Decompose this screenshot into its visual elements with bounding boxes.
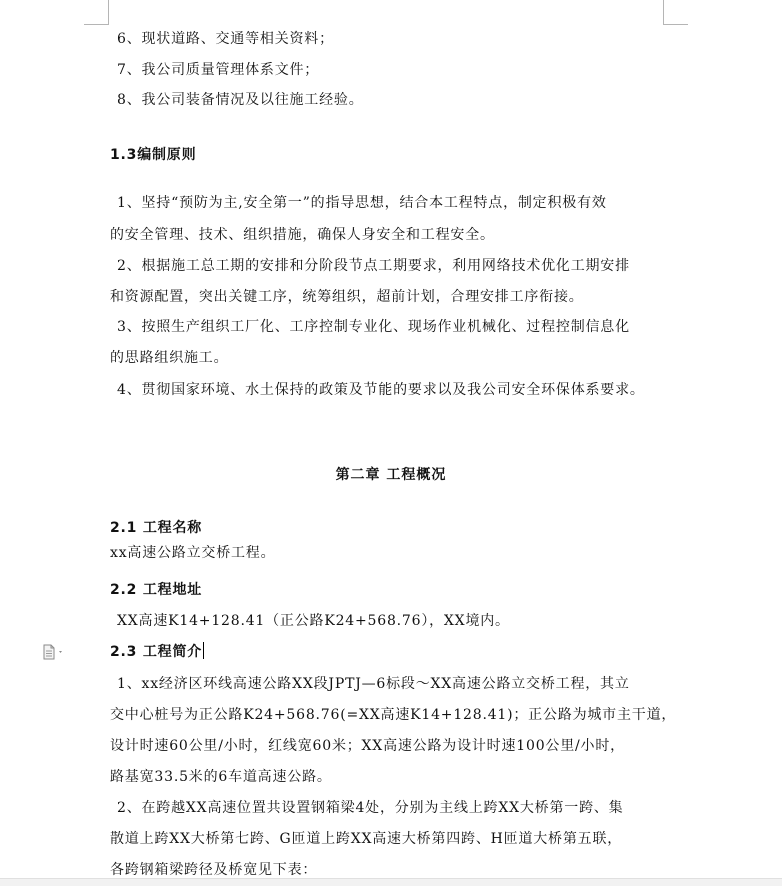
chapter-title: 第二章 工程概况 bbox=[335, 467, 447, 483]
document-icon[interactable] bbox=[42, 644, 66, 660]
paragraph-line: 1、xx经济区环线高速公路XX段JPTJ—6标段～XX高速公路立交桥工程，其立 bbox=[117, 676, 630, 692]
section-heading: 2.1 工程名称 bbox=[110, 520, 203, 536]
paragraph-line: 各跨钢箱梁跨径及桥宽见下表： bbox=[110, 862, 318, 878]
paragraph-line: 7、我公司质量管理体系文件； bbox=[117, 62, 320, 78]
paragraph-line: 4、贯彻国家环境、水土保持的政策及节能的要求以及我公司安全环保体系要求。 bbox=[117, 382, 645, 398]
paragraph-line: 路基宽33.5米的6车道高速公路。 bbox=[110, 769, 332, 785]
paragraph-line: 交中心桩号为正公路K24+568.76(=XX高速K14+128.41)；正公路为城市主干道， bbox=[110, 707, 677, 723]
margin-corner-top-left bbox=[84, 0, 109, 25]
paragraph-line: XX高速K14+128.41（正公路K24+568.76），XX境内。 bbox=[117, 613, 510, 629]
paragraph-line: 2、在跨越XX高速位置共设置钢箱梁4处，分别为主线上跨XX大桥第一跨、集 bbox=[117, 800, 624, 816]
paragraph-line: xx高速公路立交桥工程。 bbox=[110, 545, 276, 561]
paragraph-line: 3、按照生产组织工厂化、工序控制专业化、现场作业机械化、过程控制信息化 bbox=[117, 319, 630, 335]
paragraph-line: 1、坚持“预防为主,安全第一”的指导思想，结合本工程特点，制定积极有效 bbox=[117, 195, 607, 211]
paragraph-line: 的安全管理、技术、组织措施，确保人身安全和工程安全。 bbox=[110, 227, 495, 243]
margin-corner-top-right bbox=[663, 0, 688, 25]
paragraph-line: 8、我公司装备情况及以往施工经验。 bbox=[117, 92, 364, 108]
section-heading: 1.3编制原则 bbox=[110, 147, 197, 163]
section-heading: 2.2 工程地址 bbox=[110, 582, 203, 598]
paragraph-line: 6、现状道路、交通等相关资料； bbox=[117, 31, 334, 47]
section-heading-text: 2.3 工程简介 bbox=[110, 644, 203, 660]
paragraph-line: 散道上跨XX大桥第七跨、G匝道上跨XX高速大桥第四跨、H匝道大桥第五联， bbox=[110, 831, 623, 847]
paragraph-line: 设计时速60公里/小时，红线宽60米；XX高速公路为设计时速100公里/小时， bbox=[110, 738, 625, 754]
paragraph-line: 和资源配置，突出关键工序，统筹组织，超前计划，合理安排工序衔接。 bbox=[110, 289, 584, 305]
paragraph-line: 2、根据施工总工期的安排和分阶段节点工期要求，利用网络技术优化工期安排 bbox=[117, 258, 630, 274]
section-heading bbox=[110, 642, 204, 662]
paragraph-line: 的思路组织施工。 bbox=[110, 350, 229, 366]
text-cursor bbox=[203, 642, 204, 659]
